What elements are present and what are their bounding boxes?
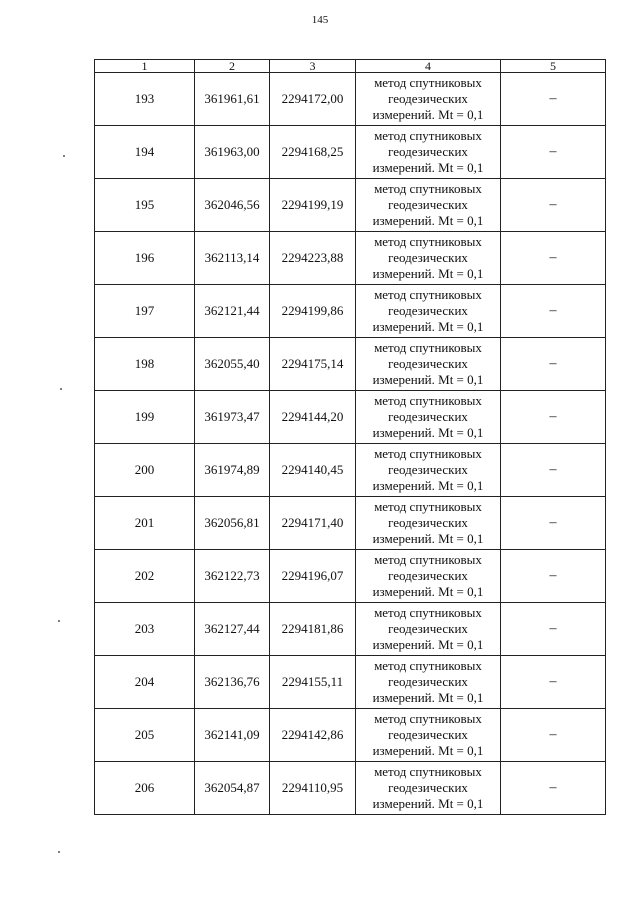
- cell-method: метод спутниковых геодезических измерений. Mt = 0,1: [356, 338, 501, 391]
- cell-x: 362122,73: [195, 550, 270, 603]
- cell-note: –: [501, 232, 606, 285]
- cell-note: –: [501, 285, 606, 338]
- cell-n: 204: [95, 656, 195, 709]
- table-row: [95, 497, 606, 550]
- cell-n: 198: [95, 338, 195, 391]
- header-col-2: 2: [195, 60, 270, 73]
- cell-x: 362127,44: [195, 603, 270, 656]
- cell-note: –: [501, 762, 606, 815]
- cell-note: –: [501, 603, 606, 656]
- table-row: [95, 391, 606, 444]
- cell-n: 193: [95, 73, 195, 126]
- table-row: [95, 656, 606, 709]
- cell-n: 195: [95, 179, 195, 232]
- table-body: [95, 73, 606, 815]
- table-row: [95, 73, 606, 126]
- cell-note: –: [501, 126, 606, 179]
- cell-y: 2294172,00: [270, 73, 356, 126]
- cell-method: метод спутниковых геодезических измерений. Mt = 0,1: [356, 497, 501, 550]
- cell-x: 361974,89: [195, 444, 270, 497]
- cell-method: метод спутниковых геодезических измерений. Mt = 0,1: [356, 603, 501, 656]
- cell-y: 2294196,07: [270, 550, 356, 603]
- cell-x: 361973,47: [195, 391, 270, 444]
- table-row: [95, 338, 606, 391]
- cell-n: 200: [95, 444, 195, 497]
- cell-y: 2294175,14: [270, 338, 356, 391]
- table-row: [95, 550, 606, 603]
- cell-y: 2294223,88: [270, 232, 356, 285]
- scan-speck: [63, 155, 65, 157]
- cell-method: метод спутниковых геодезических измерений. Mt = 0,1: [356, 709, 501, 762]
- cell-y: 2294144,20: [270, 391, 356, 444]
- scan-speck: [58, 851, 60, 853]
- cell-method: метод спутниковых геодезических измерений. Mt = 0,1: [356, 126, 501, 179]
- cell-method: метод спутниковых геодезических измерений. Mt = 0,1: [356, 656, 501, 709]
- cell-note: –: [501, 709, 606, 762]
- table-row: [95, 232, 606, 285]
- cell-n: 199: [95, 391, 195, 444]
- cell-n: 206: [95, 762, 195, 815]
- cell-y: 2294155,11: [270, 656, 356, 709]
- cell-y: 2294140,45: [270, 444, 356, 497]
- cell-method: метод спутниковых геодезических измерений. Mt = 0,1: [356, 285, 501, 338]
- cell-x: 362141,09: [195, 709, 270, 762]
- cell-x: 362136,76: [195, 656, 270, 709]
- cell-x: 362113,14: [195, 232, 270, 285]
- cell-note: –: [501, 73, 606, 126]
- cell-y: 2294199,86: [270, 285, 356, 338]
- table-row: [95, 603, 606, 656]
- cell-x: 362054,87: [195, 762, 270, 815]
- cell-method: метод спутниковых геодезических измерений. Mt = 0,1: [356, 179, 501, 232]
- cell-method: метод спутниковых геодезических измерений. Mt = 0,1: [356, 550, 501, 603]
- header-col-3: 3: [270, 60, 356, 73]
- cell-method: метод спутниковых геодезических измерений. Mt = 0,1: [356, 762, 501, 815]
- cell-y: 2294171,40: [270, 497, 356, 550]
- cell-note: –: [501, 497, 606, 550]
- cell-note: –: [501, 656, 606, 709]
- scan-speck: [60, 388, 62, 390]
- cell-n: 201: [95, 497, 195, 550]
- cell-method: метод спутниковых геодезических измерений. Mt = 0,1: [356, 391, 501, 444]
- table-row: [95, 762, 606, 815]
- cell-n: 194: [95, 126, 195, 179]
- cell-n: 197: [95, 285, 195, 338]
- table-row: [95, 285, 606, 338]
- cell-x: 362056,81: [195, 497, 270, 550]
- cell-note: –: [501, 444, 606, 497]
- cell-note: –: [501, 550, 606, 603]
- cell-note: –: [501, 338, 606, 391]
- page-number: 145: [311, 14, 329, 26]
- header-col-1: 1: [95, 60, 195, 73]
- coordinates-table: [94, 59, 606, 815]
- scan-speck: [58, 620, 60, 622]
- table-row: [95, 179, 606, 232]
- cell-method: метод спутниковых геодезических измерений. Mt = 0,1: [356, 444, 501, 497]
- cell-y: 2294168,25: [270, 126, 356, 179]
- table-row: [95, 126, 606, 179]
- cell-x: 362055,40: [195, 338, 270, 391]
- table-row: [95, 444, 606, 497]
- cell-x: 361963,00: [195, 126, 270, 179]
- cell-n: 202: [95, 550, 195, 603]
- cell-x: 362121,44: [195, 285, 270, 338]
- header-col-5: 5: [501, 60, 606, 73]
- table-header: [95, 60, 606, 73]
- cell-note: –: [501, 179, 606, 232]
- cell-x: 361961,61: [195, 73, 270, 126]
- cell-n: 196: [95, 232, 195, 285]
- cell-y: 2294181,86: [270, 603, 356, 656]
- cell-n: 205: [95, 709, 195, 762]
- header-row: [95, 60, 606, 73]
- table-row: [95, 709, 606, 762]
- cell-x: 362046,56: [195, 179, 270, 232]
- cell-y: 2294142,86: [270, 709, 356, 762]
- cell-method: метод спутниковых геодезических измерений. Mt = 0,1: [356, 73, 501, 126]
- cell-y: 2294110,95: [270, 762, 356, 815]
- cell-n: 203: [95, 603, 195, 656]
- header-col-4: 4: [356, 60, 501, 73]
- cell-y: 2294199,19: [270, 179, 356, 232]
- cell-method: метод спутниковых геодезических измерений. Mt = 0,1: [356, 232, 501, 285]
- cell-note: –: [501, 391, 606, 444]
